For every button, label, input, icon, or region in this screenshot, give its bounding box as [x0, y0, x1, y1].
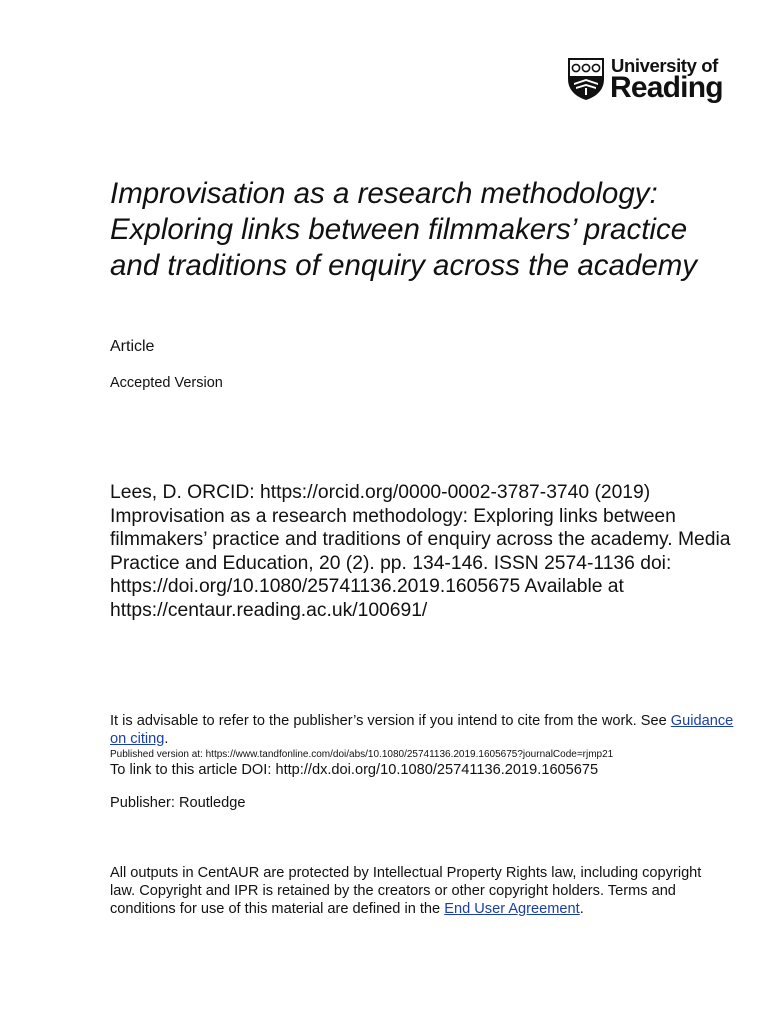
document-version: Accepted Version — [110, 375, 223, 391]
university-crest-icon — [567, 57, 605, 101]
rights-statement — [110, 864, 720, 918]
guidance-on-citing-link[interactable]: Guidance on citing — [110, 713, 734, 747]
doi-line: To link to this article DOI: http://dx.doi.org/10.1080/25741136.2019.1605675 — [110, 762, 599, 778]
document-type: Article — [110, 338, 155, 355]
published-version-line: Published version at: https://www.tandfonline.com/doi/abs/10.1080/25741136.2019.1605675?journalCode=rjmp21 — [110, 749, 614, 760]
rights-text-end: . — [579, 901, 584, 917]
citation-advice — [110, 713, 750, 748]
logo-line-reading: Reading — [610, 71, 723, 104]
end-user-agreement-link[interactable]: End User Agreement — [444, 901, 580, 917]
university-logo — [567, 55, 722, 107]
advice-text-end: . — [164, 730, 169, 747]
document-title: Improvisation as a research methodology: Exploring links between filmmakers’ practice and traditions of enquiry across the academy — [110, 177, 698, 282]
publisher-line: Publisher: Routledge — [110, 795, 246, 811]
advice-text: It is advisable to refer to the publisher’s version if you intend to cite from the work. See — [110, 713, 671, 729]
rights-text: All outputs in CentAUR are protected by Intellectual Property Rights law, including copyright law. Copyright and IPR is retained by the creators or other copyright holders. Terms and conditions for use of this material are defined in the — [110, 865, 702, 917]
logo-line-university-of: University of — [611, 55, 718, 76]
citation-text: Lees, D. ORCID: https://orcid.org/0000-0002-3787-3740 (2019) Improvisation as a research methodology: Exploring links between filmmakers’ practice and traditions of enquiry across the academy. Media Practice and Education, 20 (2). pp. 134-146. ISSN 2574-1136 doi: https://doi.org/10.1080/25741136.2019.1605675 Available at https://centaur.reading.ac.uk/100691/ — [110, 482, 731, 621]
